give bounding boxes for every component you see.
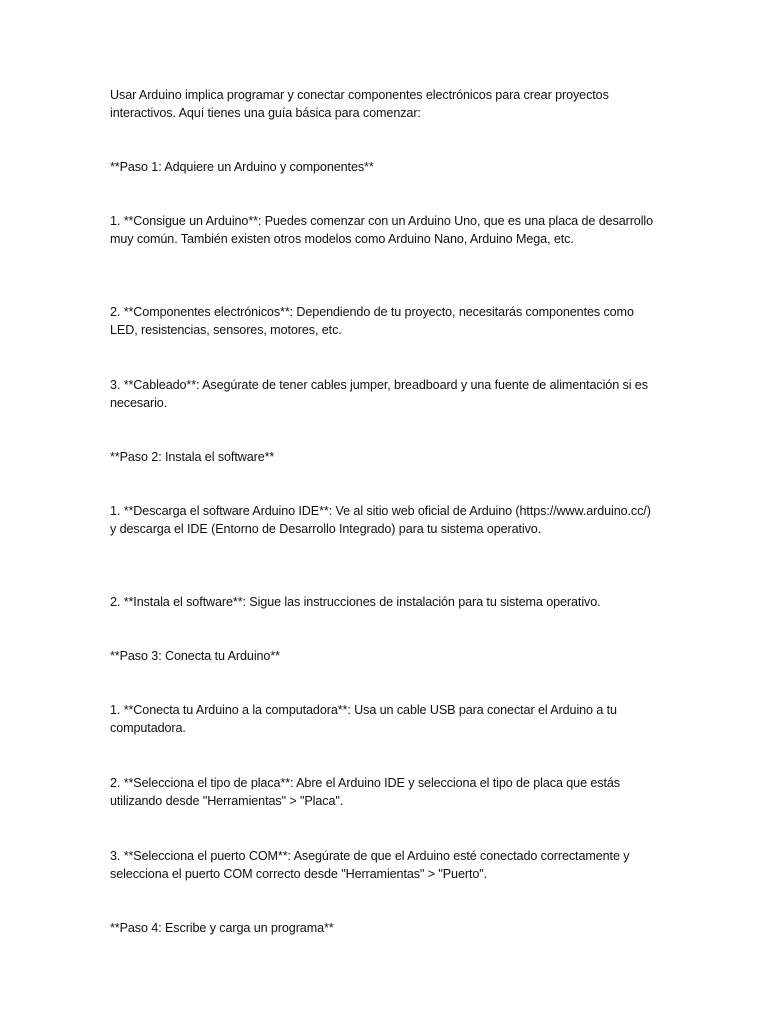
step-2-item-1: 1. **Descarga el software Arduino IDE**: Ve al sitio web oficial de Arduino (https://www.arduino.cc/) y descarga el IDE (Entorno de Desarrollo Integrado) para tu sistema operativo. bbox=[110, 504, 655, 536]
step-4-heading: **Paso 4: Escribe y carga un programa** bbox=[110, 921, 334, 935]
step-2-heading: **Paso 2: Instala el software** bbox=[110, 450, 275, 464]
intro-paragraph: Usar Arduino implica programar y conectar componentes electrónicos para crear proyectos interactivos. Aquí tienes una guía básica para comenzar: bbox=[110, 88, 613, 120]
step-2-item-2: 2. **Instala el software**: Sigue las instrucciones de instalación para tu sistema operativo. bbox=[110, 595, 601, 609]
step-1-item-3: 3. **Cableado**: Asegúrate de tener cables jumper, breadboard y una fuente de alimentación si es necesario. bbox=[110, 378, 652, 410]
step-3-heading: **Paso 3: Conecta tu Arduino** bbox=[110, 649, 280, 663]
step-1-item-1: 1. **Consigue un Arduino**: Puedes comenzar con un Arduino Uno, que es una placa de desarrollo muy común. También existen otros modelos como Arduino Nano, Arduino Mega, etc. bbox=[110, 214, 657, 246]
step-3-item-1: 1. **Conecta tu Arduino a la computadora**: Usa un cable USB para conectar el Arduino a tu computadora. bbox=[110, 703, 621, 735]
step-3-item-3: 3. **Selecciona el puerto COM**: Asegúrate de que el Arduino esté conectado correctamente y selecciona el puerto COM correcto desde "Herramientas" > "Puerto". bbox=[110, 849, 633, 881]
step-1-heading: **Paso 1: Adquiere un Arduino y componentes** bbox=[110, 160, 374, 174]
step-3-item-2: 2. **Selecciona el tipo de placa**: Abre el Arduino IDE y selecciona el tipo de placa que estás utilizando desde "Herramientas" > "Placa". bbox=[110, 776, 624, 808]
step-1-item-2: 2. **Componentes electrónicos**: Dependiendo de tu proyecto, necesitarás componentes como LED, resistencias, sensores, motores, etc. bbox=[110, 305, 638, 337]
